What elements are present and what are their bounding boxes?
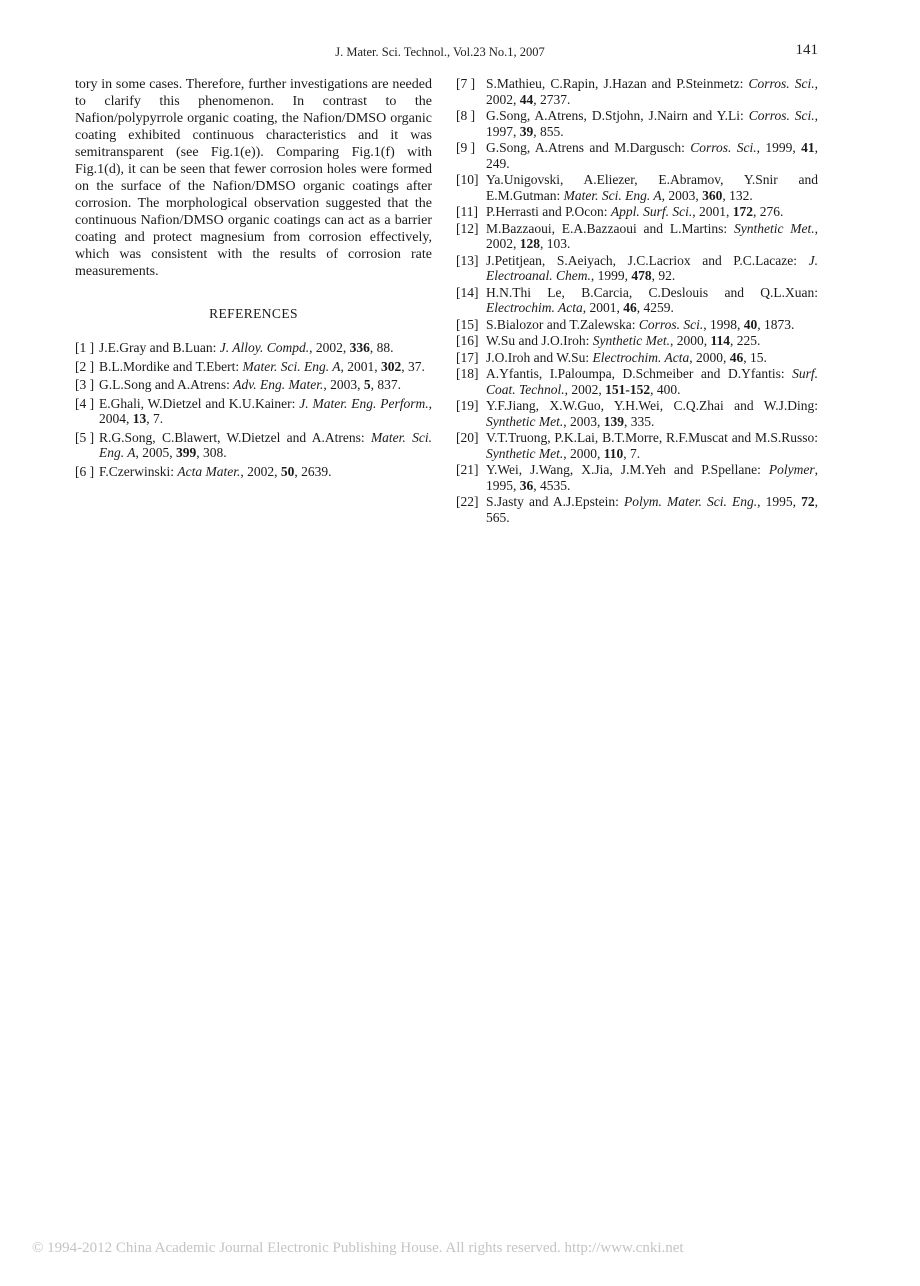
reference-number: [13]: [456, 252, 479, 268]
reference-year: , 2001,: [340, 358, 381, 374]
reference-volume: 478: [631, 268, 652, 283]
reference-authors: F.Czerwinski:: [99, 463, 178, 479]
reference-pages: , 2737.: [533, 91, 571, 107]
reference-pages: , 37.: [401, 358, 425, 374]
reference-item: [456, 140, 818, 171]
reference-number: [17]: [456, 349, 479, 365]
reference-pages: , 92.: [651, 268, 676, 283]
reference-year: , 2002,: [240, 463, 281, 479]
reference-authors: V.T.Truong, P.K.Lai, B.T.Morre, R.F.Muscat and M.S.Russo:: [486, 430, 818, 445]
reference-number: [6 ]: [75, 463, 95, 479]
reference-item: [456, 398, 818, 429]
reference-authors: A.Yfantis, I.Paloumpa, D.Schmeiber and D.Yfantis:: [486, 366, 793, 381]
reference-year: , 2002,: [309, 340, 350, 355]
references-list-right: [456, 76, 818, 525]
reference-item: [456, 333, 818, 349]
reference-pages: , 249.: [486, 140, 818, 171]
copyright-footer: © 1994-2012 China Academic Journal Electronic Publishing House. All rights reserved. http://www.cnki.net: [32, 1240, 684, 1256]
left-column: [75, 76, 432, 482]
reference-year: , 1998,: [703, 316, 744, 332]
reference-volume: 41: [801, 140, 815, 155]
reference-volume: 151-152: [605, 381, 651, 397]
reference-year: , 2000,: [669, 333, 711, 348]
reference-year: , 2003,: [323, 377, 364, 392]
reference-volume: 336: [349, 340, 370, 355]
reference-volume: 114: [710, 333, 730, 348]
reference-journal: Mater. Sci. Eng. A: [242, 358, 341, 374]
reference-volume: 46: [623, 300, 637, 315]
reference-number: [11]: [456, 204, 478, 219]
reference-pages: , 276.: [753, 204, 784, 219]
references-heading: REFERENCES: [209, 306, 298, 321]
reference-authors: S.Mathieu, C.Rapin, J.Hazan and P.Steinmetz:: [486, 76, 749, 91]
reference-journal: J. Alloy. Compd.: [219, 340, 310, 355]
reference-journal: Synthetic Met.: [486, 445, 564, 461]
reference-year: , 2004,: [99, 395, 432, 426]
reference-item: [456, 494, 818, 525]
reference-pages: , 132.: [722, 187, 753, 203]
reference-authors: J.E.Gray and B.Luan:: [99, 340, 220, 355]
reference-year: , 2002,: [486, 76, 819, 107]
reference-number: [18]: [456, 366, 479, 381]
reference-volume: 46: [729, 349, 744, 365]
reference-year: , 2003,: [563, 413, 604, 429]
reference-volume: 139: [603, 413, 624, 429]
reference-volume: 110: [603, 445, 624, 461]
reference-authors: G.Song, A.Atrens, D.Stjohn, J.Nairn and Y.Li:: [486, 108, 749, 123]
reference-pages: , 400.: [650, 381, 681, 397]
reference-authors: S.Jasty and A.J.Epstein:: [486, 494, 625, 509]
reference-number: [22]: [456, 494, 479, 509]
reference-item: [75, 359, 432, 375]
reference-volume: 128: [519, 236, 540, 251]
reference-pages: , 7.: [146, 411, 164, 426]
reference-volume: 40: [743, 316, 758, 332]
reference-journal: Synthetic Met.: [486, 413, 564, 429]
reference-number: [7 ]: [456, 76, 476, 91]
reference-item: [75, 377, 432, 393]
reference-item: [456, 430, 818, 461]
running-header: J. Mater. Sci. Technol., Vol.23 No.1, 2007: [335, 45, 545, 59]
reference-journal: Electrochim. Acta: [486, 300, 583, 315]
reference-pages: , 2639.: [294, 463, 332, 479]
reference-number: [9 ]: [456, 140, 476, 155]
reference-item: [456, 253, 818, 284]
reference-item: [456, 462, 818, 493]
reference-number: [15]: [456, 316, 479, 332]
reference-pages: , 308.: [196, 445, 227, 460]
reference-volume: 72: [801, 494, 815, 509]
reference-year: , 2000,: [563, 445, 604, 461]
reference-journal: Corros. Sci.: [638, 316, 704, 332]
reference-number: [4 ]: [75, 395, 95, 411]
reference-number: [20]: [456, 430, 479, 445]
reference-journal: Synthetic Met.: [592, 333, 670, 348]
reference-journal: Corros. Sci.: [748, 76, 815, 91]
reference-volume: 172: [732, 204, 753, 219]
reference-pages: , 335.: [623, 413, 655, 429]
reference-year: , 2000,: [689, 349, 730, 365]
reference-authors: W.Su and J.O.Iroh:: [486, 333, 593, 348]
reference-authors: Y.Wei, J.Wang, X.Jia, J.M.Yeh and P.Spellane:: [486, 462, 769, 477]
reference-authors: B.L.Mordike and T.Ebert:: [99, 358, 243, 374]
reference-number: [16]: [456, 333, 479, 348]
reference-volume: 13: [132, 411, 147, 426]
reference-year: , 1995,: [757, 494, 802, 509]
reference-pages: , 4535.: [533, 477, 571, 493]
reference-year: , 2002,: [564, 381, 606, 397]
reference-number: [1 ]: [75, 340, 95, 355]
reference-item: [456, 317, 818, 333]
reference-volume: 50: [280, 463, 295, 479]
page-number: 141: [795, 42, 818, 58]
reference-pages: , 15.: [743, 349, 767, 365]
reference-number: [14]: [456, 284, 479, 300]
reference-year: , 1997,: [486, 108, 818, 139]
reference-journal: J. Mater. Eng. Perform.: [299, 395, 429, 411]
reference-item: [456, 221, 818, 252]
reference-item: [456, 285, 818, 316]
reference-authors: Y.F.Jiang, X.W.Guo, Y.H.Wei, C.Q.Zhai and W.J.Ding:: [486, 398, 818, 413]
reference-authors: J.Petitjean, S.Aeiyach, J.C.Lacriox and P.C.Lacaze:: [486, 252, 809, 268]
reference-journal: Synthetic Met.: [733, 220, 815, 236]
reference-pages: , 1873.: [757, 316, 795, 332]
reference-journal: Appl. Surf. Sci.: [610, 204, 693, 219]
reference-authors: J.O.Iroh and W.Su:: [486, 349, 593, 365]
reference-number: [10]: [456, 172, 479, 187]
reference-journal: Polymer: [768, 462, 815, 477]
reference-item: [456, 204, 818, 220]
reference-volume: 360: [702, 187, 723, 203]
reference-volume: 39: [519, 123, 534, 139]
reference-authors: P.Herrasti and P.Ocon:: [486, 204, 611, 219]
reference-year: , 2005,: [135, 445, 176, 460]
reference-item: [75, 396, 432, 427]
reference-number: [5 ]: [75, 429, 95, 445]
reference-journal: Corros. Sci.: [690, 140, 757, 155]
reference-number: [19]: [456, 398, 479, 413]
right-column: [456, 76, 818, 526]
reference-authors: E.Ghali, W.Dietzel and K.U.Kainer:: [99, 395, 300, 411]
reference-journal: Polym. Mater. Sci. Eng.: [624, 494, 758, 509]
reference-item: [75, 464, 432, 480]
reference-number: [21]: [456, 462, 479, 477]
reference-item: [75, 340, 432, 356]
reference-item: [456, 350, 818, 366]
reference-journal: Surf. Coat. Technol.: [486, 366, 818, 397]
reference-volume: 44: [519, 91, 534, 107]
reference-pages: , 565.: [486, 494, 818, 525]
reference-volume: 302: [380, 358, 402, 374]
reference-number: [8 ]: [456, 108, 476, 123]
reference-pages: , 225.: [729, 333, 761, 348]
reference-journal: Electrochim. Acta: [592, 349, 690, 365]
reference-pages: , 7.: [623, 445, 641, 461]
reference-year: , 1999,: [590, 268, 632, 283]
reference-year: , 2003,: [661, 187, 703, 203]
reference-number: [12]: [456, 220, 479, 236]
reference-pages: , 103.: [540, 236, 571, 251]
reference-pages: , 4259.: [636, 300, 674, 315]
reference-journal: Adv. Eng. Mater.: [233, 377, 324, 392]
reference-journal: J. Electroanal. Chem.: [486, 252, 818, 283]
reference-volume: 5: [363, 377, 371, 392]
reference-volume: 36: [519, 477, 534, 493]
reference-item: [456, 108, 818, 139]
reference-item: [456, 76, 818, 107]
reference-journal: Corros. Sci.: [748, 108, 815, 123]
reference-pages: , 837.: [370, 377, 401, 392]
reference-year: , 1995,: [486, 462, 818, 493]
reference-journal: Mater. Sci. Eng. A: [99, 429, 432, 460]
reference-item: [75, 430, 432, 461]
reference-volume: 399: [176, 445, 197, 460]
references-list-left: [75, 340, 432, 479]
reference-item: [456, 172, 818, 203]
reference-year: , 1999,: [756, 140, 802, 155]
reference-number: [3 ]: [75, 377, 95, 392]
reference-authors: Ya.Unigovski, A.Eliezer, E.Abramov, Y.Snir and E.M.Gutman:: [486, 172, 818, 203]
reference-year: , 2002,: [486, 220, 818, 251]
reference-authors: R.G.Song, C.Blawert, W.Dietzel and A.Atrens:: [99, 429, 371, 445]
reference-journal: Mater. Sci. Eng. A: [563, 187, 662, 203]
body-paragraph: tory in some cases. Therefore, further investigations are needed to clarify this phenomenon. In contrast to the Nafion/polypyrrole organic coating, the Nafion/DMSO organic coating exhibited continuous characteristics and it was semitransparent (see Fig.1(e)). Comparing Fig.1(f) with Fig.1(d), it can be seen that fewer corrosion holes were formed on the surface of the Nafion/DMSO organic coatings after corrosion. The morphological observation suggested that the continuous Nafion/DMSO organic coatings can act as a barrier coating and protect magnesium from corrosion effectively, which was consistent with the results of corrosion rate measurements.: [75, 77, 432, 279]
reference-authors: H.N.Thi Le, B.Carcia, C.Deslouis and Q.L.Xuan:: [486, 284, 818, 300]
reference-journal: Acta Mater.: [177, 463, 241, 479]
reference-number: [2 ]: [75, 358, 95, 374]
reference-pages: , 88.: [369, 340, 394, 355]
reference-pages: , 855.: [533, 123, 564, 139]
reference-authors: S.Bialozor and T.Zalewska:: [486, 316, 639, 332]
reference-authors: G.L.Song and A.Atrens:: [99, 377, 234, 392]
reference-year: , 2001,: [692, 204, 733, 219]
reference-year: , 2001,: [582, 300, 624, 315]
reference-item: [456, 366, 818, 397]
reference-authors: M.Bazzaoui, E.A.Bazzaoui and L.Martins:: [486, 220, 734, 236]
reference-authors: G.Song, A.Atrens and M.Dargusch:: [486, 140, 691, 155]
